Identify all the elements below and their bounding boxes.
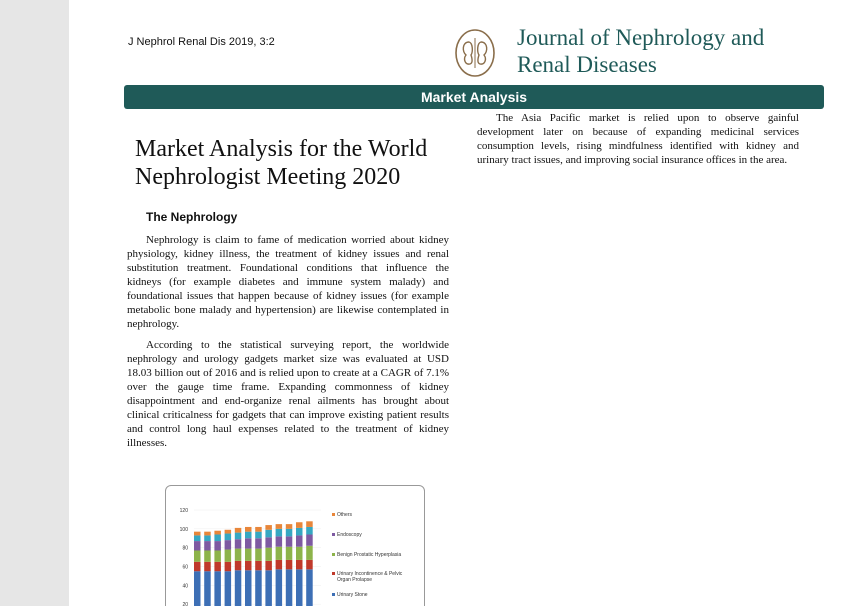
legend-swatch <box>332 513 335 516</box>
bar-segment <box>286 547 293 560</box>
bar-segment <box>194 535 201 541</box>
bar-segment <box>296 560 303 569</box>
bar-segment <box>296 522 303 528</box>
bar-segment <box>306 534 313 545</box>
bar-segment <box>286 569 293 606</box>
bar-segment <box>306 521 313 527</box>
right-column <box>477 111 799 174</box>
y-tick-label: 80 <box>182 545 188 552</box>
bar-segment <box>235 561 242 570</box>
bar-segment <box>276 529 283 537</box>
y-tick-label: 20 <box>182 602 188 606</box>
stacked-bar-chart <box>166 486 424 606</box>
bar-segment <box>204 535 211 541</box>
bar-segment <box>276 524 283 529</box>
bar-segment <box>235 528 242 533</box>
paragraph: According to the statistical surveying report, the worldwide nephrology and urology gadgets market size was evaluated at USD 18.03 billion out of 2016 and is relied upon to create at a CAGR of 7.1% over the gauge time frame. Expanding commonness of kidney disappointment and end-organize renal ailments has brought about clinical criticalness for gadgets that can improve existing patient results and control long haul expenses related to the treatment of kidney illnesses. <box>127 339 449 449</box>
bar-segment <box>286 536 293 546</box>
bar-segment <box>194 550 201 561</box>
bar-segment <box>194 532 201 536</box>
bar-segment <box>214 550 221 561</box>
section-banner: Market Analysis <box>124 85 824 109</box>
bar-segment <box>265 570 272 606</box>
bar-segment <box>306 560 313 569</box>
bar-segment <box>265 548 272 561</box>
bar-segment <box>235 533 242 540</box>
bar-segment <box>225 530 232 534</box>
y-tick-label: 100 <box>179 526 188 533</box>
bar-segment <box>245 549 252 561</box>
article-title: Market Analysis for the World Nephrologist Meeting 2020 <box>135 136 428 190</box>
bar-segment <box>265 561 272 570</box>
bar-segment <box>214 571 221 606</box>
paragraph: Nephrology is claim to fame of medication worried about kidney physiology, kidney illness, the treatment of kidney issues and renal substitution treatment. Foundational conditions that influence the kidneys (for example diabetes and immune system malady) and foundational issues that happen because of kidney issues (for example metabolic bone malady and hypertension) are likewise contemplated in nephrology. <box>127 234 449 330</box>
bar-segment <box>255 570 262 606</box>
bar-segment <box>265 537 272 547</box>
bar-segment <box>276 536 283 546</box>
bar-segment <box>296 528 303 536</box>
bar-segment <box>296 547 303 560</box>
legend-item <box>332 571 415 583</box>
bar-segment <box>265 530 272 538</box>
bar-segment <box>225 562 232 571</box>
bar-segment <box>296 535 303 546</box>
bar-segment <box>245 570 252 606</box>
bar-segment <box>214 534 221 541</box>
market-chart-figure <box>165 485 425 606</box>
legend-label: Others <box>337 512 353 518</box>
bar-segment <box>214 541 221 550</box>
legend-label: Urinary Stone <box>337 592 368 598</box>
legend-swatch <box>332 593 335 596</box>
bar-segment <box>276 560 283 569</box>
bar-segment <box>306 527 313 535</box>
legend-item <box>332 532 362 538</box>
kidney-logo-icon <box>454 28 496 78</box>
bar-segment <box>255 561 262 570</box>
bar-segment <box>235 570 242 606</box>
bar-segment <box>255 549 262 561</box>
bar-segment <box>286 524 293 529</box>
bar-segment <box>204 562 211 571</box>
document-page <box>69 0 867 606</box>
journal-name: Journal of Nephrology and Renal Diseases <box>517 25 765 77</box>
legend-swatch <box>332 572 335 575</box>
bar-segment <box>255 527 262 532</box>
paragraph: The Asia Pacific market is relied upon to observe gainful development later on because of expanding medicinal services consumption levels, rising mindfulness identified with kidney and urinary tract issues, and improving social insurance offices in the area. <box>477 112 799 166</box>
bar-segment <box>204 571 211 606</box>
legend-item <box>332 552 401 558</box>
y-tick-label: 120 <box>179 508 188 514</box>
bar-segment <box>225 571 232 606</box>
bar-segment <box>194 571 201 606</box>
bar-segment <box>225 540 232 549</box>
bar-segment <box>255 538 262 548</box>
bar-segment <box>204 550 211 561</box>
bar-segment <box>245 532 252 539</box>
bar-segment <box>225 550 232 562</box>
bar-segment <box>194 541 201 550</box>
bar-segment <box>214 562 221 571</box>
legend-label: Benign Prostatic Hyperplasia <box>337 552 402 558</box>
bar-segment <box>255 532 262 539</box>
y-tick-label: 40 <box>182 583 188 590</box>
citation: J Nephrol Renal Dis 2019, 3:2 <box>128 36 275 48</box>
bar-segment <box>306 546 313 560</box>
bar-segment <box>276 569 283 606</box>
bar-segment <box>214 531 221 535</box>
bar-segment <box>286 560 293 569</box>
bar-segment <box>265 525 272 530</box>
bar-segment <box>306 569 313 606</box>
bar-segment <box>245 527 252 532</box>
bar-segment <box>204 532 211 536</box>
bar-segment <box>235 539 242 548</box>
bar-segment <box>235 549 242 561</box>
bar-segment <box>194 562 201 571</box>
bar-segment <box>286 529 293 537</box>
bar-segment <box>276 547 283 560</box>
bar-segment <box>225 534 232 541</box>
legend-item <box>332 512 352 518</box>
y-tick-label: 60 <box>182 564 188 571</box>
legend-swatch <box>332 553 335 556</box>
left-column <box>127 233 449 457</box>
legend-swatch <box>332 533 335 536</box>
bar-segment <box>296 569 303 606</box>
bar-segment <box>204 541 211 550</box>
legend-item <box>332 592 368 598</box>
bar-segment <box>245 538 252 548</box>
legend-label: Endoscopy <box>337 532 362 538</box>
bar-segment <box>245 561 252 570</box>
legend-label: Urinary Incontinence & Pelvic Organ Prolapse <box>337 571 403 583</box>
section-heading: The Nephrology <box>146 210 238 224</box>
